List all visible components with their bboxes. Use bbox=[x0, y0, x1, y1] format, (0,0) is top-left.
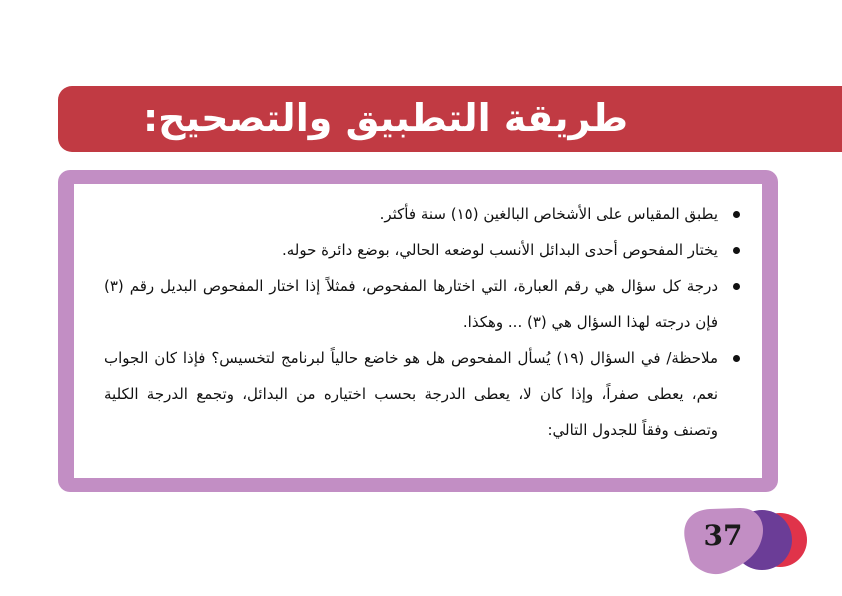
list-item bbox=[104, 268, 744, 340]
list-item-text: درجة كل سؤال هي رقم العبارة، التي اختارها المفحوص، فمثلاً إذا اختار المفحوص البديل رقم (٣) فإن درجته لهذا السؤال هي (٣) ... وهكذا. bbox=[104, 277, 718, 331]
list-item-text: ملاحظة/ في السؤال (١٩) يُسأل المفحوص هل هو خاضع حالياً لبرنامج لتخسيس؟ فإذا كان الجواب نعم، يعطى صفراً، وإذا كان لا، يعطى الدرجة بحسب اختياره من البدائل، وتجمع الدرجة الكلية وتصنف وفقاً للجدول التالي: bbox=[104, 349, 719, 439]
list-item bbox=[104, 196, 744, 232]
list-item-text: يطبق المقياس على الأشخاص البالغين (١٥) سنة فأكثر. bbox=[379, 205, 718, 223]
page-title: طريقة التطبيق والتصحيح: bbox=[142, 96, 628, 140]
list-item-text: يختار المفحوص أحدى البدائل الأنسب لوضعه الحالي، بوضع دائرة حوله. bbox=[281, 241, 718, 259]
content-panel bbox=[74, 184, 762, 478]
bullet-icon bbox=[733, 355, 740, 362]
list-item bbox=[104, 232, 744, 268]
bullet-icon bbox=[733, 283, 740, 290]
bullet-icon bbox=[733, 247, 740, 254]
title-banner bbox=[58, 86, 842, 152]
content-frame bbox=[58, 170, 778, 492]
list-item bbox=[104, 340, 744, 448]
bullet-icon bbox=[733, 211, 740, 218]
instructions-list bbox=[104, 196, 744, 448]
page-number: 37 bbox=[703, 519, 743, 552]
